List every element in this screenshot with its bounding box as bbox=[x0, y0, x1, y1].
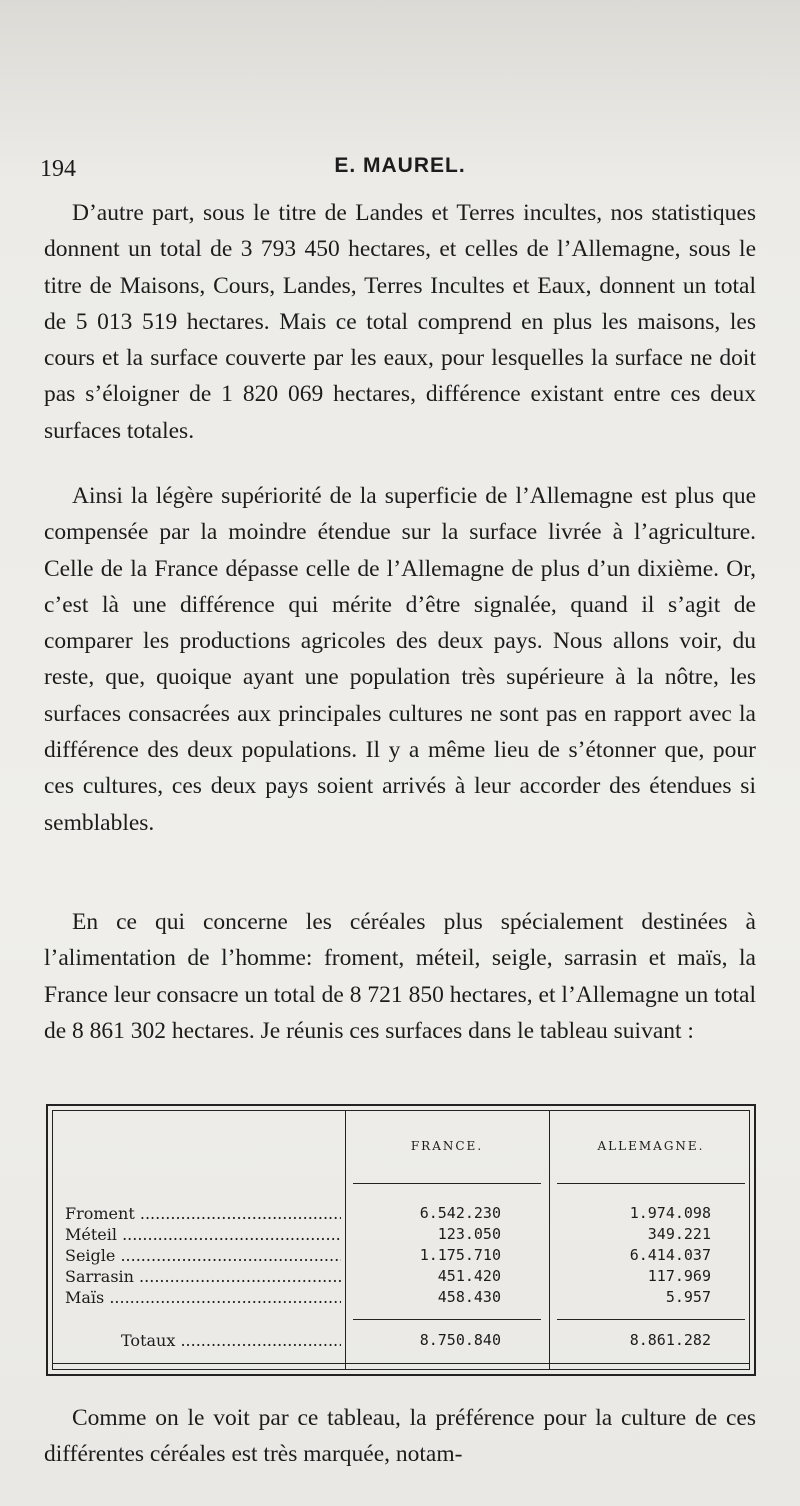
value-allemagne: 6.414.037 bbox=[629, 1246, 711, 1264]
running-head: E. MAUREL. bbox=[334, 154, 466, 177]
table-row bbox=[61, 1203, 741, 1224]
column-header-allemagne: ALLEMAGNE. bbox=[597, 1139, 705, 1153]
paragraph-1 bbox=[44, 195, 756, 449]
total-label: Totaux ..... bbox=[121, 1331, 341, 1350]
value-allemagne: 349.221 bbox=[647, 1225, 711, 1243]
table-inner-frame bbox=[52, 1110, 750, 1370]
paragraph-4-text: Comme on le voit par ce tableau, la préférence pour la culture de ces différentes céréales est très marquée, notam- bbox=[44, 1405, 756, 1468]
row-label: Seigle ..... bbox=[65, 1245, 341, 1266]
paragraph-2 bbox=[44, 478, 756, 841]
value-france: 123.050 bbox=[437, 1225, 501, 1243]
column-header-france: FRANCE. bbox=[410, 1139, 484, 1153]
row-label: Maïs ..... bbox=[65, 1287, 341, 1308]
table-total-rule bbox=[557, 1319, 745, 1320]
table-bottom-rule bbox=[53, 1363, 749, 1364]
value-allemagne: 5.957 bbox=[665, 1288, 711, 1306]
paragraph-2-text: Ainsi la légère supériorité de la superficie de l’Allemagne est plus que compensée par la moindre étendue sur la surface livrée à l’agriculture. Celle de la France dépasse celle de l’Allemagne de plus d’un dixième. Or, c’est là une différence qui mérite d’être signalée, quand il s’agit de comparer les productions agricoles des deux pays. Nous allons voir, du reste, que, quoique ayant une population très supérieure à la nôtre, les surfaces consacrées aux principales cultures ne sont pas en rapport avec la différence des deux populations. Il y a même lieu de s’étonner que, pour ces cultures, ces deux pays soient arrivés à leur accorder des étendues si semblables. bbox=[44, 483, 756, 836]
table-row bbox=[61, 1287, 741, 1308]
table-header-rule bbox=[353, 1183, 541, 1184]
page-number: 194 bbox=[40, 156, 76, 182]
paragraph-3-text: En ce qui concerne les céréales plus spécialement destinées à l’alimentation de l’homme: froment, méteil, seigle, sarrasin et maïs, la France leur consacre un total de 8 721 850 hectares, et l’Allemagne un total de 8 861 302 hectares. Je réunis ces surfaces dans le tableau suivant : bbox=[44, 909, 756, 1044]
paragraph-3 bbox=[44, 904, 756, 1049]
row-label: Froment ..... bbox=[65, 1203, 341, 1224]
value-france: 6.542.230 bbox=[419, 1204, 501, 1222]
table-total-rule bbox=[353, 1319, 541, 1320]
value-allemagne: 1.974.098 bbox=[629, 1204, 711, 1222]
cereals-table bbox=[46, 1104, 756, 1376]
value-allemagne: 117.969 bbox=[647, 1267, 711, 1285]
value-france: 451.420 bbox=[437, 1267, 501, 1285]
paragraph-4 bbox=[44, 1400, 756, 1473]
table-rows bbox=[61, 1203, 741, 1308]
paragraph-1-text: D’autre part, sous le titre de Landes et Terres incultes, nos statistiques donnent un total de 3 793 450 hectares, et celles de l’Allemagne, sous le titre de Maisons, Cours, Landes, Terres Incultes et Eaux, donnent un total de 5 013 519 hectares. Mais ce total comprend en plus les maisons, les cours et la surface couverte par les eaux, pour lesquelles la surface ne doit pas s’éloigner de 1 820 069 hectares, différence existant entre ces deux surfaces totales. bbox=[44, 200, 756, 444]
table-row bbox=[61, 1266, 741, 1287]
row-label: Sarrasin ..... bbox=[65, 1266, 341, 1287]
total-allemagne: 8.861.282 bbox=[629, 1331, 711, 1349]
page-header bbox=[40, 150, 760, 186]
value-france: 1.175.710 bbox=[419, 1246, 501, 1264]
value-france: 458.430 bbox=[437, 1288, 501, 1306]
row-label: Méteil ..... bbox=[65, 1224, 341, 1245]
table-header-rule bbox=[557, 1183, 745, 1184]
table-row bbox=[61, 1224, 741, 1245]
table-row bbox=[61, 1245, 741, 1266]
total-france: 8.750.840 bbox=[419, 1331, 501, 1349]
